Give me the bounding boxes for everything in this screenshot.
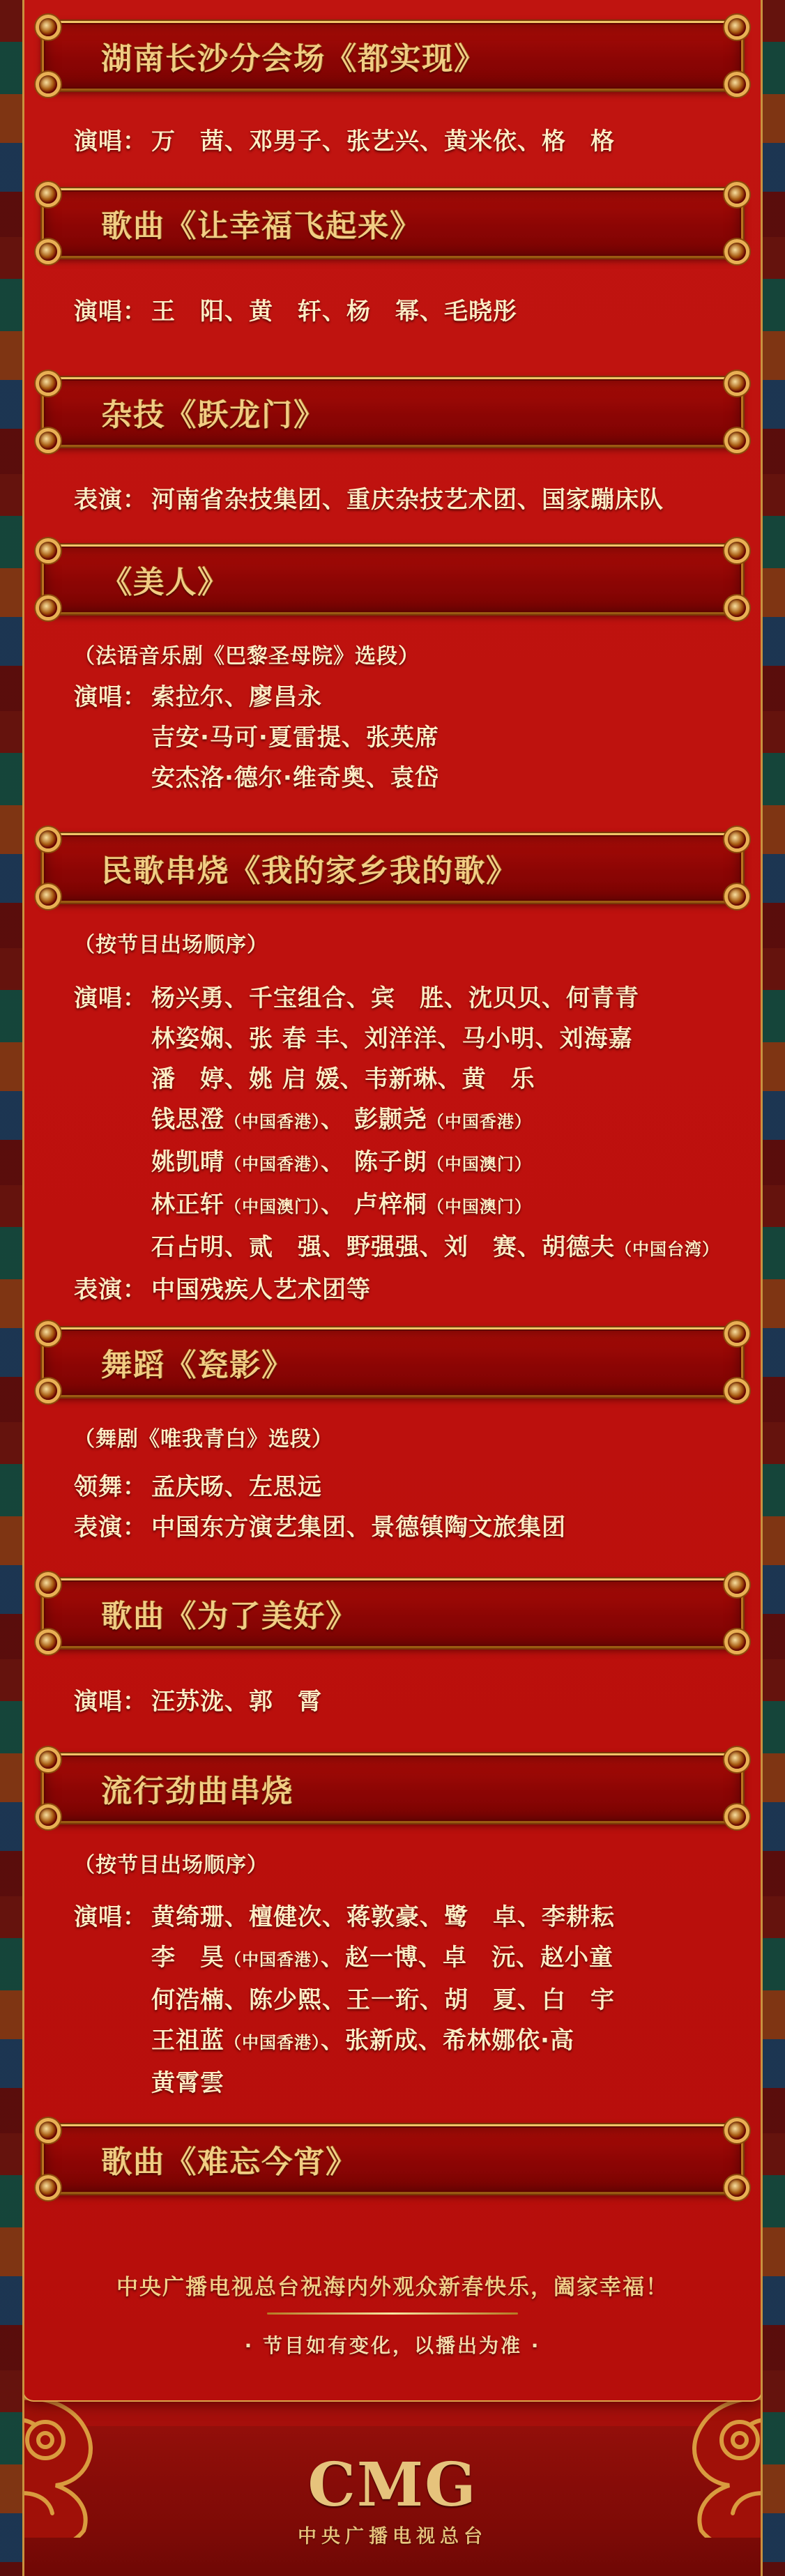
scroll-corner-icon bbox=[36, 1747, 61, 1772]
performer-line bbox=[24, 480, 761, 520]
performer-names: 、 陈子朗 bbox=[321, 1148, 427, 1176]
performer-names: 黄绮珊、檀健次、蒋敦豪、鹭 卓、李耕耘 bbox=[151, 1903, 615, 1931]
performer-line bbox=[24, 121, 761, 162]
section-body bbox=[24, 1682, 761, 1722]
left-ornamental-border bbox=[0, 0, 24, 2576]
performer-line bbox=[24, 1270, 761, 1310]
scroll-corner-icon bbox=[36, 827, 61, 852]
scroll-corner-icon bbox=[36, 1629, 61, 1654]
performer-names: 中国残疾人艺术团等 bbox=[151, 1276, 371, 1304]
scroll-corner-icon bbox=[36, 371, 61, 396]
region-tag: （中国香港） bbox=[224, 2033, 321, 2052]
performer-names: 杨兴勇、千宝组合、宾 胜、沈贝贝、何青青 bbox=[151, 984, 639, 1012]
performer-names: 林正轩 bbox=[151, 1191, 224, 1219]
performer-names: 石占明、贰 强、野强强、刘 赛、胡德夫 bbox=[151, 1233, 615, 1261]
section-body bbox=[24, 1467, 761, 1548]
scroll-corner-icon bbox=[36, 239, 61, 264]
section-body bbox=[24, 121, 761, 162]
performer-line bbox=[24, 758, 761, 798]
scroll-corner-icon bbox=[724, 182, 749, 207]
scroll-corner-icon bbox=[36, 428, 61, 453]
performer-line bbox=[24, 978, 761, 1019]
section-title-bar bbox=[42, 833, 743, 903]
section-body bbox=[24, 480, 761, 520]
performer-line bbox=[24, 1937, 761, 1980]
scroll-corner-icon bbox=[36, 1321, 61, 1346]
performer-label: 表演： bbox=[74, 1276, 147, 1304]
cmg-logo-subtitle: 中央广播电视总台 bbox=[298, 2526, 487, 2547]
performer-names: 孟庆旸、左思远 bbox=[151, 1473, 322, 1501]
region-tag: （中国澳门） bbox=[427, 1197, 532, 1217]
main-panel bbox=[22, 0, 763, 2402]
performer-label: 演唱： bbox=[74, 1688, 147, 1716]
performer-names: 姚凯晴 bbox=[151, 1148, 224, 1176]
section-title-bar bbox=[42, 1753, 743, 1823]
performer-label: 演唱： bbox=[74, 298, 147, 326]
performer-line bbox=[24, 1897, 761, 1937]
scroll-corner-icon bbox=[724, 1629, 749, 1654]
performer-names: 、 彭颢尧 bbox=[321, 1106, 427, 1134]
scroll-corner-icon bbox=[36, 884, 61, 909]
performer-names: 河南省杂技集团、重庆杂技艺术团、国家蹦床队 bbox=[151, 486, 664, 514]
section-body bbox=[24, 291, 761, 332]
performer-label: 领舞： bbox=[74, 1473, 147, 1501]
section-title: 歌曲《为了美好》 bbox=[101, 1599, 358, 1634]
scroll-corner-icon bbox=[724, 1321, 749, 1346]
section-title: 歌曲《难忘今宵》 bbox=[101, 2144, 358, 2180]
performer-line bbox=[24, 2063, 761, 2103]
performer-line bbox=[24, 2020, 761, 2063]
performer-names: 吉安·马可·夏雷提、张英席 bbox=[151, 724, 439, 752]
section-body bbox=[24, 978, 761, 1310]
performer-line bbox=[24, 1019, 761, 1059]
section-title-bar bbox=[42, 1578, 743, 1648]
scroll-corner-icon bbox=[36, 2175, 61, 2200]
section-title: 歌曲《让幸福飞起来》 bbox=[101, 208, 422, 244]
scroll-corner-icon bbox=[724, 1378, 749, 1403]
scroll-corner-icon bbox=[36, 182, 61, 207]
right-ornamental-border bbox=[761, 0, 785, 2576]
scroll-corner-icon bbox=[724, 538, 749, 563]
performer-names: 林姿娴、张 春 丰、刘洋洋、马小明、刘海嘉 bbox=[151, 1025, 633, 1053]
performer-names: 汪苏泷、郭 霄 bbox=[151, 1688, 322, 1716]
performer-names: 安杰洛·德尔·维奇奥、袁岱 bbox=[151, 764, 439, 792]
section-title: 杂技《跃龙门》 bbox=[101, 397, 326, 433]
performer-line bbox=[24, 677, 761, 717]
performer-names: 王祖蓝 bbox=[151, 2027, 224, 2055]
scroll-corner-icon bbox=[36, 1378, 61, 1403]
scroll-corner-icon bbox=[36, 595, 61, 620]
performer-names: 何浩楠、陈少熙、王一珩、胡 夏、白 宇 bbox=[151, 1986, 615, 2014]
performer-line bbox=[24, 1184, 761, 1227]
scroll-corner-icon bbox=[724, 595, 749, 620]
scroll-corner-icon bbox=[724, 2175, 749, 2200]
note-line: （舞剧《唯我青白》选段） bbox=[74, 1427, 333, 1451]
performer-names: 李 昊 bbox=[151, 1944, 224, 1972]
region-tag: （中国台湾） bbox=[615, 1240, 719, 1259]
performer-line bbox=[24, 1682, 761, 1722]
region-tag: （中国澳门） bbox=[427, 1154, 532, 1174]
performer-line bbox=[24, 1507, 761, 1548]
performer-label: 演唱： bbox=[74, 1903, 147, 1931]
performer-label: 演唱： bbox=[74, 984, 147, 1012]
performer-label: 表演： bbox=[74, 486, 147, 514]
performer-line bbox=[24, 1142, 761, 1184]
note-line: （按节目出场顺序） bbox=[74, 1853, 268, 1877]
performer-names: 潘 婷、姚 启 媛、韦新琳、黄 乐 bbox=[151, 1065, 535, 1093]
region-tag: （中国香港） bbox=[224, 1154, 321, 1174]
performer-names: 索拉尔、廖昌永 bbox=[151, 683, 322, 711]
performer-names: 万 茜、邓男子、张艺兴、黄米依、格 格 bbox=[151, 128, 615, 155]
footer-notice: · 节目如有变化，以播出为准 · bbox=[244, 2334, 541, 2357]
section-title-bar bbox=[42, 377, 743, 447]
footer-greeting: 中央广播电视总台祝海内外观众新春快乐，阖家幸福！ bbox=[116, 2275, 669, 2300]
region-tag: （中国香港） bbox=[224, 1950, 321, 1969]
section-title-bar bbox=[42, 188, 743, 258]
scroll-corner-icon bbox=[724, 72, 749, 97]
scroll-corner-icon bbox=[724, 1747, 749, 1772]
section-title-bar bbox=[42, 1327, 743, 1397]
performer-names: 黄霄雲 bbox=[151, 2069, 224, 2097]
section-body bbox=[24, 677, 761, 798]
performer-line bbox=[24, 1227, 761, 1270]
scroll-corner-icon bbox=[36, 72, 61, 97]
scroll-corner-icon bbox=[724, 2118, 749, 2143]
performer-label: 演唱： bbox=[74, 683, 147, 711]
cmg-logo: CMG bbox=[307, 2450, 478, 2520]
performer-line bbox=[24, 717, 761, 758]
scroll-corner-icon bbox=[724, 827, 749, 852]
section-title: 流行劲曲串烧 bbox=[101, 1774, 294, 1809]
section-title: 湖南长沙分会场《都实现》 bbox=[101, 41, 486, 77]
section-title-bar bbox=[42, 544, 743, 614]
region-tag: （中国澳门） bbox=[224, 1197, 321, 1217]
scroll-corner-icon bbox=[724, 1572, 749, 1597]
section-title: 舞蹈《瓷影》 bbox=[101, 1348, 294, 1383]
performer-names: 、 卢梓桐 bbox=[321, 1191, 427, 1219]
footer-divider bbox=[267, 2312, 518, 2315]
scroll-corner-icon bbox=[724, 239, 749, 264]
performer-line bbox=[24, 291, 761, 332]
scroll-corner-icon bbox=[724, 371, 749, 396]
scroll-corner-icon bbox=[36, 1804, 61, 1829]
performer-names: 中国东方演艺集团、景德镇陶文旅集团 bbox=[151, 1514, 566, 1541]
scroll-corner-icon bbox=[724, 15, 749, 40]
scroll-corner-icon bbox=[36, 538, 61, 563]
scroll-corner-icon bbox=[724, 1804, 749, 1829]
performer-names: 王 阳、黄 轩、杨 幂、毛晓彤 bbox=[151, 298, 517, 326]
performer-names: 、赵一博、卓 沅、赵小童 bbox=[321, 1944, 613, 1972]
scroll-corner-icon bbox=[36, 2118, 61, 2143]
performer-line bbox=[24, 1467, 761, 1507]
section-title: 《美人》 bbox=[101, 565, 229, 600]
scroll-corner-icon bbox=[36, 15, 61, 40]
section-title-bar bbox=[42, 21, 743, 91]
performer-line bbox=[24, 1980, 761, 2020]
section-title-bar bbox=[42, 2124, 743, 2194]
note-line: （法语音乐剧《巴黎圣母院》选段） bbox=[74, 644, 420, 669]
scroll-corner-icon bbox=[724, 428, 749, 453]
note-line: （按节目出场顺序） bbox=[74, 933, 268, 957]
performer-names: 钱思澄 bbox=[151, 1106, 224, 1134]
region-tag: （中国香港） bbox=[427, 1112, 532, 1131]
performer-label: 演唱： bbox=[74, 128, 147, 155]
scroll-corner-icon bbox=[36, 1572, 61, 1597]
section-body bbox=[24, 1897, 761, 2103]
performer-label: 表演： bbox=[74, 1514, 147, 1541]
scroll-corner-icon bbox=[724, 884, 749, 909]
performer-names: 、张新成、希林娜依·高 bbox=[321, 2027, 574, 2055]
performer-line bbox=[24, 1059, 761, 1099]
section-title: 民歌串烧《我的家乡我的歌》 bbox=[101, 853, 518, 889]
region-tag: （中国香港） bbox=[224, 1112, 321, 1131]
performer-line bbox=[24, 1099, 761, 1142]
